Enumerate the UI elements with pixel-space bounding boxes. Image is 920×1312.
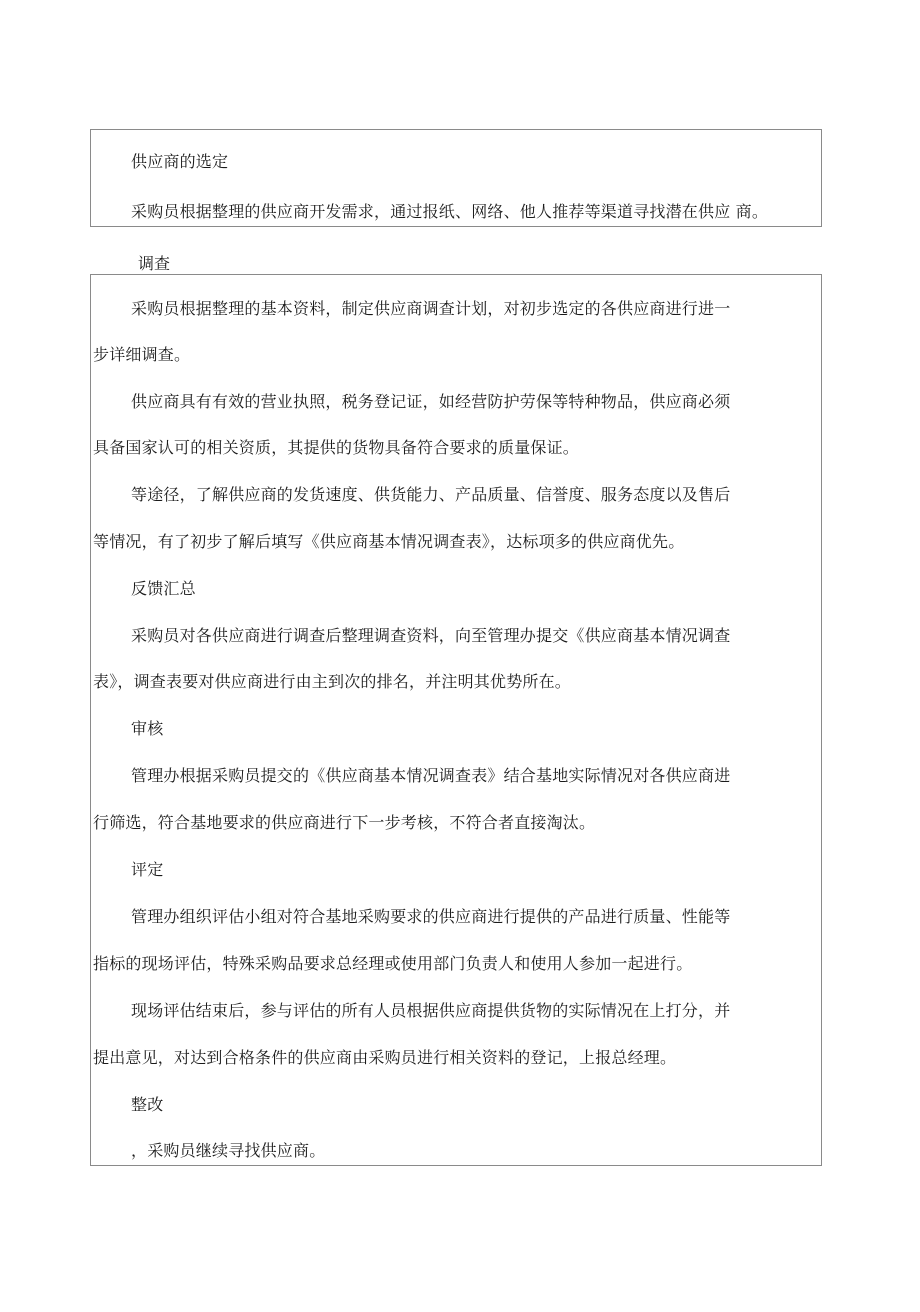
selection-text: 采购员根据整理的供应商开发需求，通过报纸、网络、他人推荐等渠道寻找潜在供应 商。 [131, 202, 769, 221]
rectify-heading: 整改 [131, 1095, 164, 1114]
survey-box [90, 274, 822, 1166]
review-line-1: 管理办根据采购员提交的《供应商基本情况调查表》结合基地实际情况对各供应商进 [131, 766, 731, 785]
evaluate-heading: 评定 [131, 860, 164, 879]
feedback-line-1: 采购员对各供应商进行调查后整理调查资料，向至管理办提交《供应商基本情况调查 [131, 626, 731, 645]
review-line-2: 行筛选，符合基地要求的供应商进行下一步考核，不符合者直接淘汰。 [93, 813, 596, 832]
rectify-line-1: ，采购员继续寻找供应商。 [131, 1141, 326, 1160]
selection-box [90, 129, 822, 227]
survey-label: 调查 [138, 254, 171, 273]
qualification-line-2: 具备国家认可的相关资质，其提供的货物具备符合要求的质量保证。 [93, 438, 580, 457]
evaluate-line-1: 管理办组织评估小组对符合基地采购要求的供应商进行提供的产品进行质量、性能等 [131, 907, 731, 926]
feedback-heading: 反馈汇总 [131, 579, 196, 598]
scoring-line-1: 现场评估结束后，参与评估的所有人员根据供应商提供货物的实际情况在上打分，并 [131, 1001, 731, 1020]
review-heading: 审核 [131, 719, 164, 738]
survey-plan-line-2: 步详细调查。 [93, 345, 191, 364]
scoring-line-2: 提出意见，对达到合格条件的供应商由采购员进行相关资料的登记，上报总经理。 [93, 1048, 677, 1067]
channels-line-1: 等途径，了解供应商的发货速度、供货能力、产品质量、信誉度、服务态度以及售后 [131, 485, 731, 504]
evaluate-line-2: 指标的现场评估，特殊采购品要求总经理或使用部门负责人和使用人参加一起进行。 [93, 954, 693, 973]
channels-line-2: 等情况，有了初步了解后填写《供应商基本情况调查表》，达标项多的供应商优先。 [93, 532, 685, 551]
selection-heading: 供应商的选定 [131, 152, 229, 171]
qualification-line-1: 供应商具有有效的营业执照，税务登记证，如经营防护劳保等特种物品，供应商必须 [131, 392, 731, 411]
feedback-line-2: 表》，调查表要对供应商进行由主到次的排名，并注明其优势所在。 [93, 672, 572, 691]
survey-plan-line-1: 采购员根据整理的基本资料，制定供应商调查计划，对初步选定的各供应商进行进一 [131, 299, 731, 318]
